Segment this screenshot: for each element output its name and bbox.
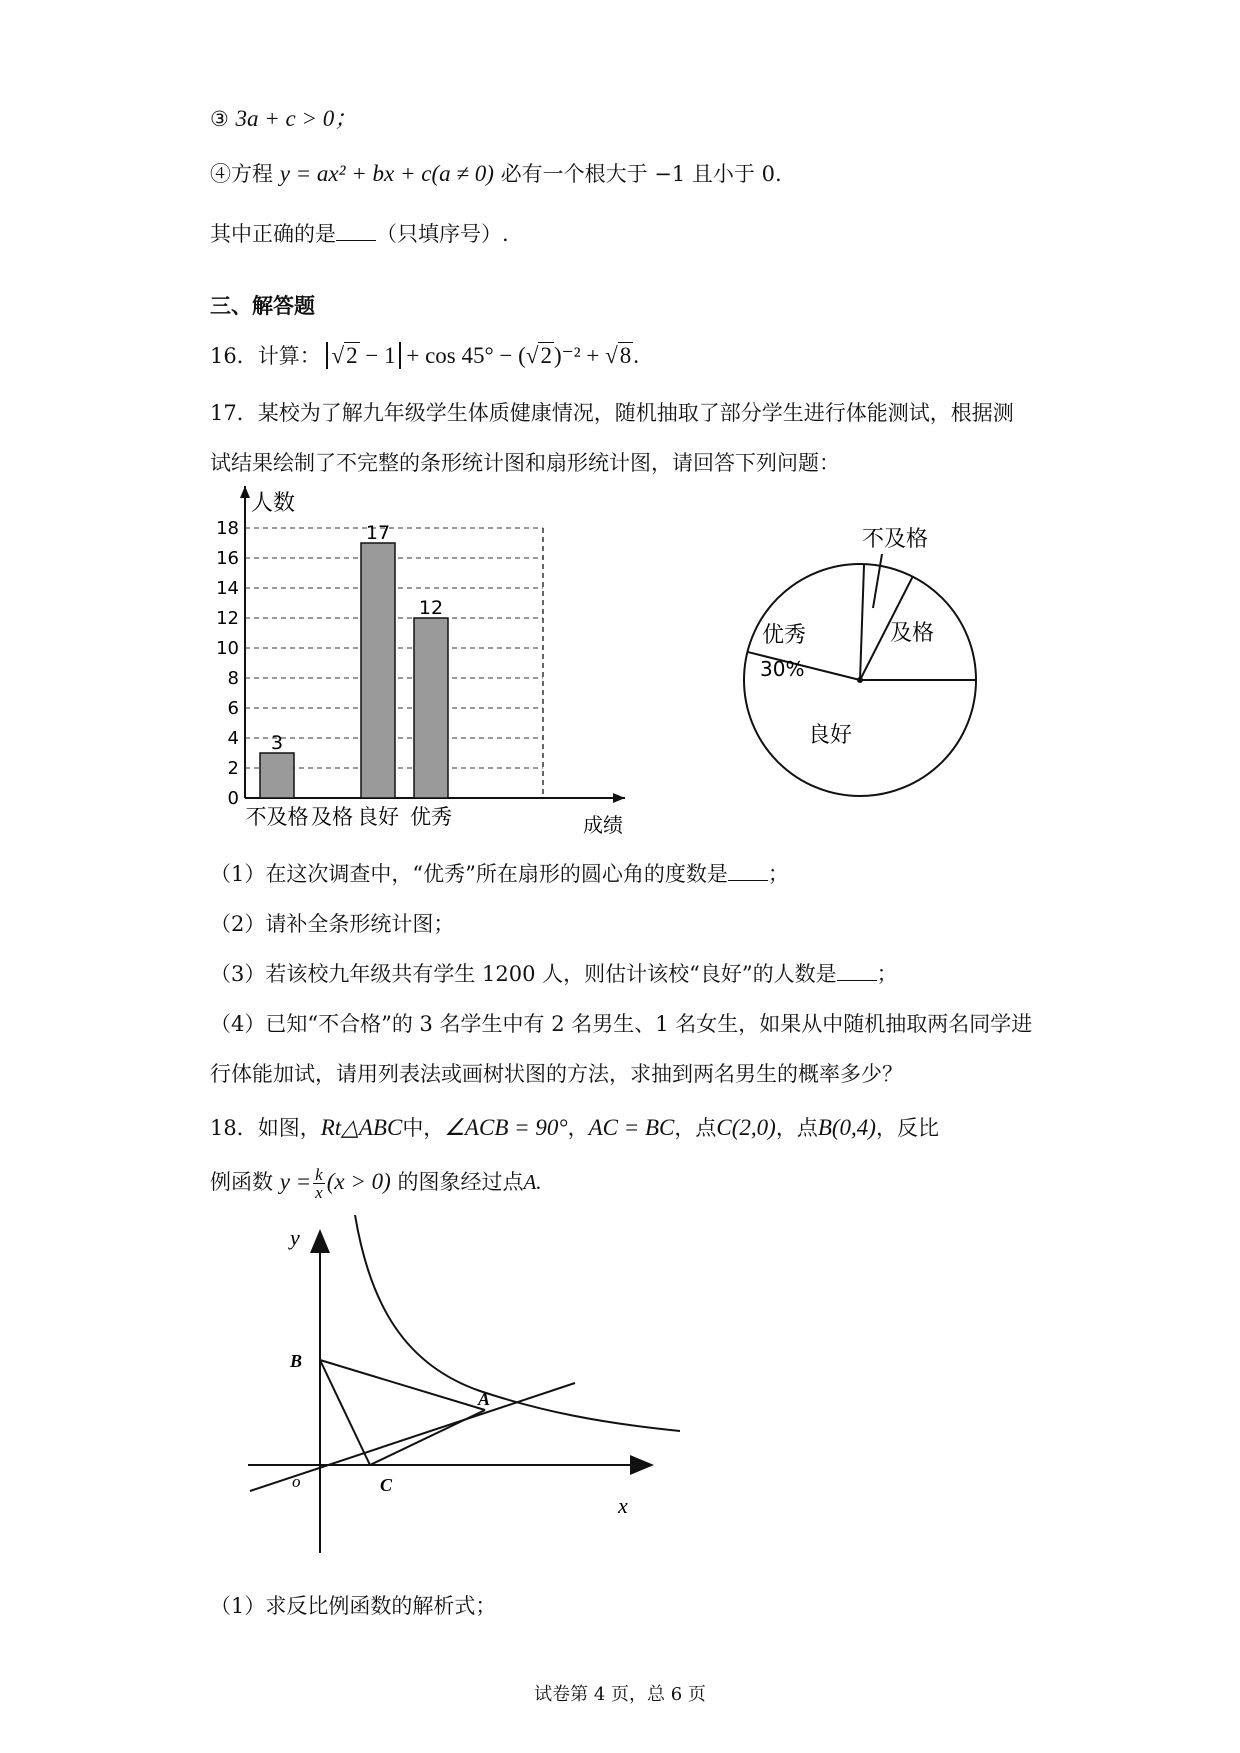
bar [414, 618, 448, 798]
q17-sub-2: （2）请补全条形统计图； [210, 912, 455, 936]
y-tick-label: 4 [227, 728, 239, 749]
item-3 [210, 100, 357, 133]
q18-func-y: y = [279, 1169, 312, 1194]
x-axis-arrow [613, 793, 625, 803]
item-4-equation: y = ax² + bx + c(a ≠ 0) [279, 161, 494, 186]
q16-label: 16．计算： [210, 344, 321, 368]
q18-func-tail: 的图象经过点 [397, 1170, 524, 1194]
q16-power-part: )⁻² + [553, 343, 606, 368]
label-o: o [292, 1472, 301, 1491]
category-label: 良好 [357, 805, 399, 829]
bar [260, 753, 294, 798]
q17-sub-3-text: （3）若该校九年级共有学生 1200 人，则估计该校“良好”的人数是 [210, 962, 837, 986]
q18-frac-num: k [315, 1165, 323, 1184]
label-y: y [290, 1225, 300, 1250]
segment-bc [320, 1360, 370, 1465]
q17-sub-1-end: ； [767, 862, 789, 886]
q16-sqrt-2b: 2 [540, 343, 552, 368]
slice-boundary [860, 564, 864, 680]
answer-prompt-tail: （只填序号）. [376, 222, 509, 246]
pie-center [857, 677, 863, 683]
q16-absolute-value: √2 − 1 [326, 342, 400, 369]
y-axis-label: 人数 [251, 491, 296, 516]
slice-label-good: 良好 [808, 723, 853, 748]
q18-point-c: C(2,0) [716, 1115, 776, 1140]
q18-sep: ， [567, 1116, 589, 1140]
label-a: A [478, 1389, 491, 1409]
q18-fraction [313, 1166, 325, 1201]
question-16: 16．计算： √2 − 1 + cos 45° − (√2)⁻² + √8. [210, 343, 639, 368]
hyperbola-curve [355, 1215, 680, 1431]
slice-label-fail: 不及格 [862, 527, 929, 552]
y-tick-label: 12 [216, 608, 239, 629]
item-4-condition: 必有一个根大于 −1 且小于 0. [500, 162, 782, 186]
q17-sub-4-line-1: （4）已知“不合格”的 3 名学生中有 2 名男生、1 名女生，如果从中随机抽取两名同学进 [210, 1012, 1033, 1036]
q16-end: . [633, 343, 639, 368]
bar-chart [205, 480, 635, 840]
q18-point-b: B(0,4) [817, 1115, 876, 1140]
q18-sub-1: （1）求反比例函数的解析式； [210, 1594, 497, 1618]
slice-label-pass: 及格 [890, 621, 935, 646]
bar-data-label: 17 [365, 522, 391, 544]
q17-sub-1-blank[interactable] [728, 862, 768, 881]
y-tick-label: 14 [216, 578, 239, 599]
q18-equal-sides: AC = BC [588, 1115, 675, 1140]
bar [361, 543, 395, 798]
q17-line-2: 试结果绘制了不完整的条形统计图和扇形统计图，请回答下列问题： [210, 451, 840, 475]
q17-sub-1-text: （1）在这次调查中，“优秀”所在扇形的圆心角的度数是 [210, 862, 728, 886]
q18-point-a: A. [523, 1170, 542, 1194]
answer-blank[interactable] [336, 222, 376, 241]
q16-sqrt-2: 2 [346, 343, 358, 368]
q18-point-c-label: ，点 [674, 1116, 717, 1140]
y-tick-label: 0 [227, 788, 239, 809]
page-footer: 试卷第 4 页，总 6 页 [534, 1684, 706, 1705]
y-tick-label: 2 [227, 758, 239, 779]
q18-line-1-end: ，反比 [875, 1116, 939, 1140]
y-tick-label: 10 [216, 638, 239, 659]
answer-prompt-text: 其中正确的是 [210, 222, 336, 246]
y-tick-label: 6 [227, 698, 239, 719]
q18-point-b-label: ，点 [775, 1116, 818, 1140]
bar-data-label: 12 [418, 597, 444, 619]
item-3-expression: 3a + c > 0； [235, 106, 358, 131]
item-4 [210, 158, 782, 188]
q18-figure [240, 1215, 700, 1560]
item-4-marker: ④方程 [210, 162, 273, 186]
q17-sub-4-line-2: 行体能加试，请用列表法或画树状图的方法，求抽到两名男生的概率多少？ [210, 1062, 903, 1086]
q16-sqrt-8: 8 [619, 343, 632, 368]
q17-sub-3-end: ； [876, 962, 898, 986]
y-axis-arrow [240, 486, 250, 498]
q18-frac-den: x [315, 1183, 323, 1202]
y-tick-label: 16 [216, 548, 239, 569]
q18-angle: ∠ACB = 90° [444, 1115, 568, 1140]
q18-in: 中， [402, 1116, 445, 1140]
category-label: 及格 [311, 805, 353, 829]
q18-line-2 [210, 1166, 542, 1201]
category-label: 优秀 [410, 805, 452, 829]
segment-ba [320, 1360, 485, 1410]
q18-intro: 18．如图， [210, 1116, 321, 1140]
y-tick-label: 8 [227, 668, 239, 689]
q18-func-intro: 例函数 [210, 1170, 273, 1194]
x-axis-label: 成绩 [583, 813, 623, 837]
label-x: x [618, 1493, 628, 1518]
y-tick-label: 18 [216, 518, 239, 539]
segment-ca [370, 1410, 485, 1465]
label-b: B [290, 1351, 303, 1371]
q17-line-1: 17．某校为了解九年级学生体质健康情况，随机抽取了部分学生进行体能测试，根据测 [210, 401, 1014, 425]
q18-triangle: Rt△ABC [320, 1115, 403, 1140]
q16-cos-part: + cos 45° − ( [400, 343, 526, 368]
leader-line [873, 554, 882, 608]
q18-line-1 [210, 1112, 939, 1142]
bar-data-label: 3 [270, 732, 284, 754]
pie-chart [730, 510, 990, 820]
q17-sub-3-blank[interactable] [837, 962, 877, 981]
category-label: 不及格 [245, 805, 309, 829]
label-c: C [380, 1475, 393, 1495]
q16-minus-one: − 1 [359, 343, 396, 368]
item-3-marker: ③ [210, 107, 229, 131]
q18-condition: (x > 0) [326, 1169, 391, 1194]
q17-sub-3 [210, 958, 898, 988]
answer-prompt [210, 218, 509, 248]
slice-percent-excellent: 30% [760, 657, 805, 681]
section-title: 三、解答题 [210, 293, 315, 318]
slice-label-excellent: 优秀 [762, 623, 807, 648]
q17-sub-1 [210, 858, 789, 888]
